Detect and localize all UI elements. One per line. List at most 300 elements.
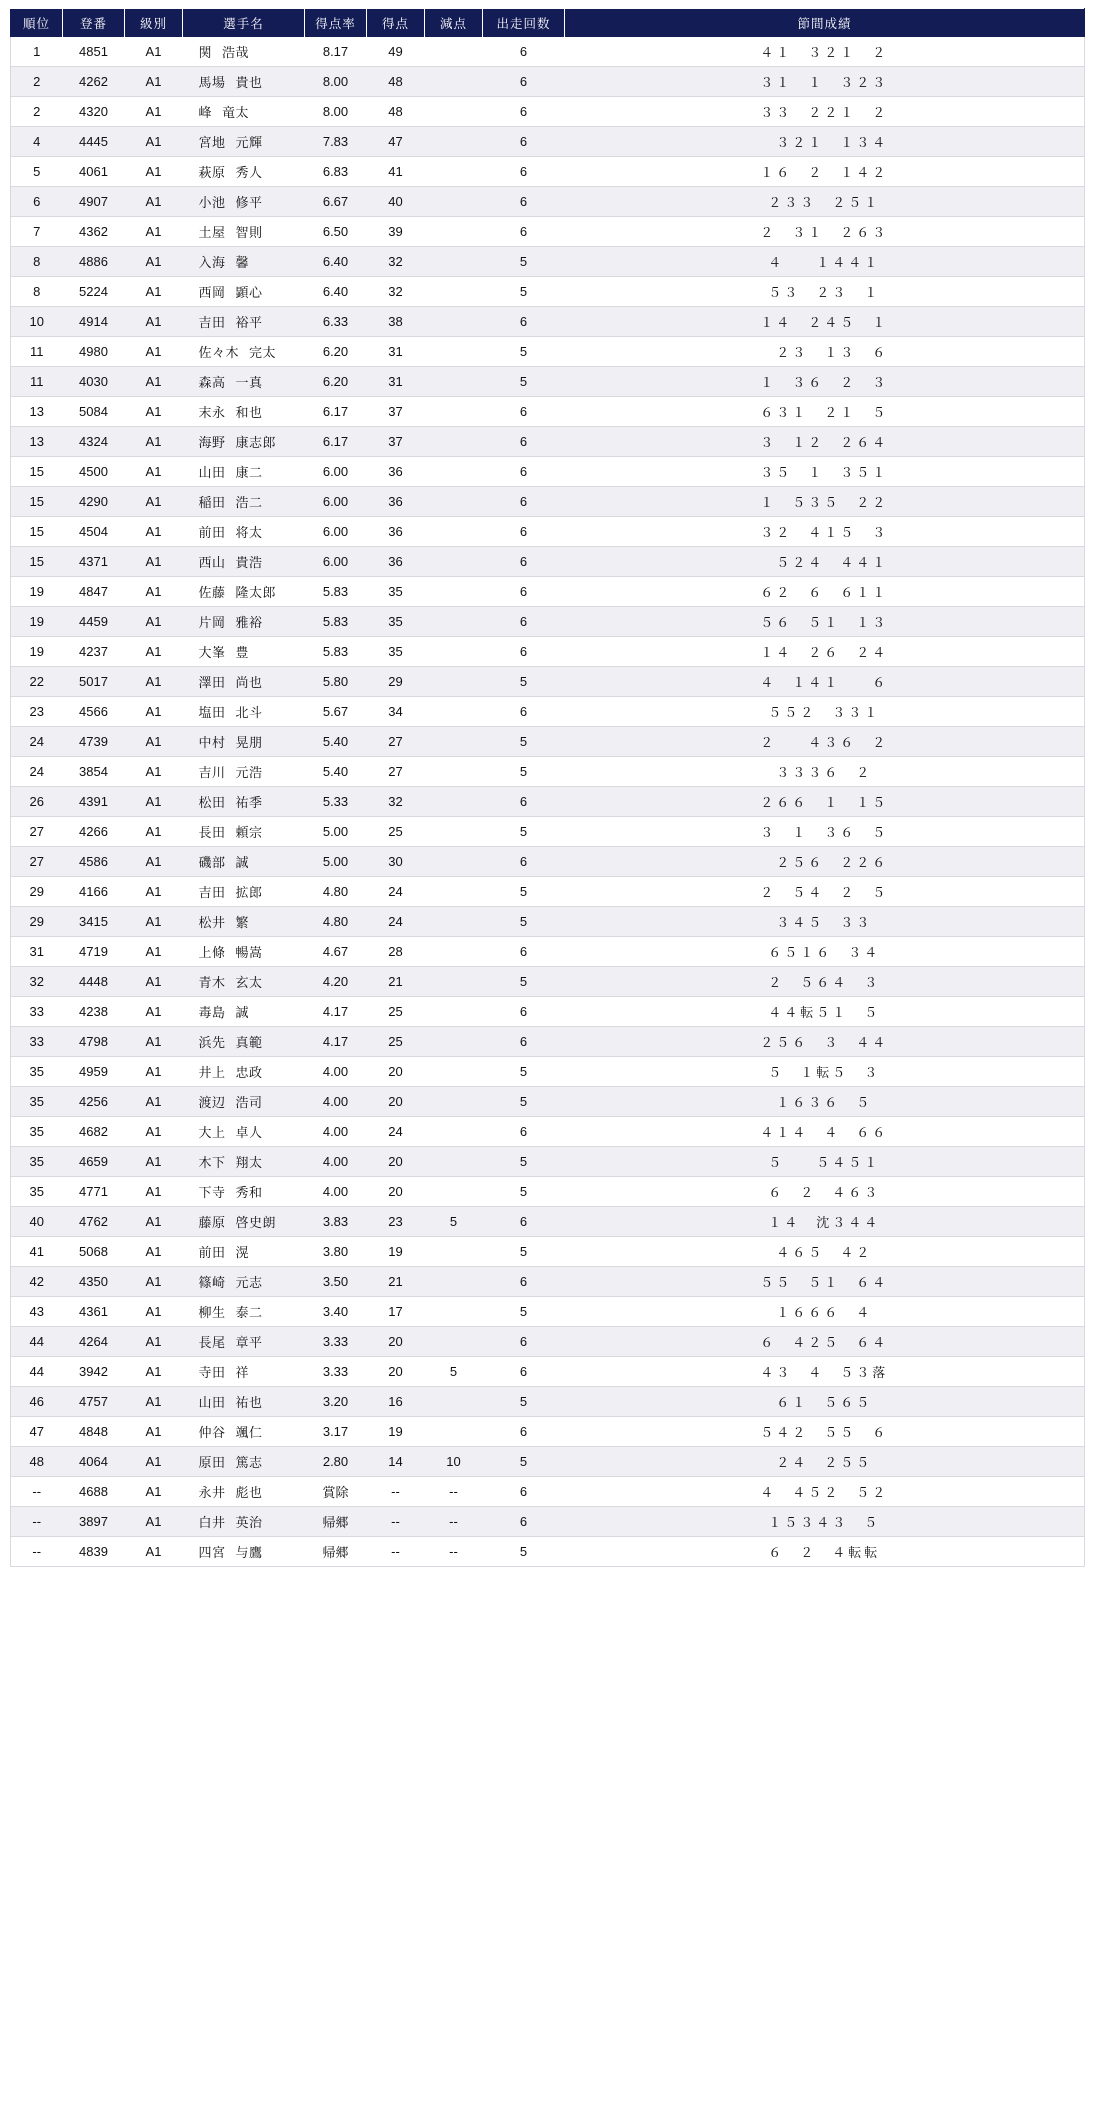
cell-registration: 4256 [63, 1087, 125, 1117]
cell-starts: 5 [483, 247, 565, 277]
cell-point-rate: 4.00 [305, 1057, 367, 1087]
cell-racer-name [183, 727, 305, 757]
racer-name-inner [193, 1272, 295, 1291]
cell-rank: 23 [11, 697, 63, 727]
cell-rank: -- [11, 1477, 63, 1507]
cell-points: 19 [367, 1417, 425, 1447]
table-row [11, 157, 1085, 187]
cell-starts: 6 [483, 1027, 565, 1057]
cell-registration: 4847 [63, 577, 125, 607]
racer-given-name: 祐季 [235, 795, 263, 810]
cell-deduction: 10 [425, 1447, 483, 1477]
racer-surname: 山田 [198, 1395, 226, 1410]
racer-name-inner [193, 552, 295, 571]
cell-registration: 4262 [63, 67, 125, 97]
cell-point-rate: 3.40 [305, 1297, 367, 1327]
cell-registration: 4907 [63, 187, 125, 217]
racer-name-inner [193, 672, 295, 691]
racer-name-inner [193, 792, 295, 811]
cell-session-results: ５５ ５１ ６４ [565, 1267, 1085, 1297]
racer-name-inner [193, 1362, 295, 1381]
cell-point-rate: 4.00 [305, 1117, 367, 1147]
cell-rank: 8 [11, 277, 63, 307]
cell-deduction [425, 667, 483, 697]
cell-session-results: ２３ １３ ６ [565, 337, 1085, 367]
cell-deduction [425, 547, 483, 577]
cell-deduction [425, 877, 483, 907]
cell-deduction [425, 1387, 483, 1417]
cell-deduction [425, 577, 483, 607]
cell-session-results: １４ ２４５ １ [565, 307, 1085, 337]
cell-point-rate: 6.67 [305, 187, 367, 217]
table-row [11, 1147, 1085, 1177]
cell-session-results: ６ ２ ４転転 [565, 1537, 1085, 1567]
cell-registration: 4739 [63, 727, 125, 757]
racer-surname: 萩原 [198, 165, 226, 180]
cell-rank: 2 [11, 67, 63, 97]
cell-rank: 7 [11, 217, 63, 247]
racer-given-name: 雅裕 [235, 615, 263, 630]
cell-points: 29 [367, 667, 425, 697]
cell-points: 35 [367, 637, 425, 667]
cell-racer-name [183, 1087, 305, 1117]
racer-given-name: 英治 [235, 1515, 263, 1530]
racer-surname: 原田 [198, 1455, 226, 1470]
cell-points: 20 [367, 1087, 425, 1117]
table-row [11, 397, 1085, 427]
cell-starts: 6 [483, 1507, 565, 1537]
table-row [11, 1087, 1085, 1117]
cell-point-rate: 7.83 [305, 127, 367, 157]
cell-points: -- [367, 1477, 425, 1507]
cell-class: A1 [125, 1207, 183, 1237]
cell-registration: 4237 [63, 637, 125, 667]
racer-given-name: 竜太 [222, 105, 250, 120]
racer-name-inner [193, 132, 295, 151]
cell-starts: 5 [483, 1057, 565, 1087]
cell-point-rate: 5.00 [305, 817, 367, 847]
racer-surname: 峰 [198, 105, 213, 120]
table-row [11, 877, 1085, 907]
cell-starts: 6 [483, 187, 565, 217]
cell-registration: 4719 [63, 937, 125, 967]
cell-points: 27 [367, 727, 425, 757]
cell-starts: 5 [483, 727, 565, 757]
cell-class: A1 [125, 817, 183, 847]
cell-rank: 35 [11, 1177, 63, 1207]
cell-starts: 6 [483, 97, 565, 127]
cell-registration: 4320 [63, 97, 125, 127]
cell-registration: 4682 [63, 1117, 125, 1147]
cell-point-rate: 5.83 [305, 607, 367, 637]
cell-rank: 5 [11, 157, 63, 187]
cell-session-results: ２ ５４ ２ ５ [565, 877, 1085, 907]
cell-rank: 27 [11, 817, 63, 847]
cell-rank: 4 [11, 127, 63, 157]
cell-session-results: ３２ ４１５ ３ [565, 517, 1085, 547]
cell-racer-name [183, 607, 305, 637]
racer-given-name: 泰二 [235, 1305, 263, 1320]
cell-point-rate: 5.40 [305, 727, 367, 757]
table-row [11, 1477, 1085, 1507]
table-row [11, 307, 1085, 337]
cell-class: A1 [125, 1177, 183, 1207]
cell-point-rate: 4.20 [305, 967, 367, 997]
cell-rank: 2 [11, 97, 63, 127]
column-header-point-rate: 得点率 [305, 9, 367, 38]
table-row [11, 427, 1085, 457]
cell-points: 47 [367, 127, 425, 157]
cell-session-results: ６ ２ ４６３ [565, 1177, 1085, 1207]
cell-points: 41 [367, 157, 425, 187]
cell-point-rate: 3.83 [305, 1207, 367, 1237]
cell-class: A1 [125, 217, 183, 247]
cell-racer-name [183, 907, 305, 937]
cell-deduction [425, 217, 483, 247]
cell-point-rate: 4.17 [305, 997, 367, 1027]
cell-point-rate: 4.00 [305, 1087, 367, 1117]
racer-given-name: 頼宗 [235, 825, 263, 840]
column-header-points: 得点 [367, 9, 425, 38]
cell-points: 48 [367, 97, 425, 127]
racer-given-name: 和也 [235, 405, 263, 420]
cell-points: 20 [367, 1057, 425, 1087]
cell-rank: 32 [11, 967, 63, 997]
racer-given-name: 将太 [235, 525, 263, 540]
cell-starts: 6 [483, 1117, 565, 1147]
cell-racer-name [183, 1237, 305, 1267]
cell-starts: 5 [483, 907, 565, 937]
cell-registration: 4445 [63, 127, 125, 157]
cell-points: 25 [367, 1027, 425, 1057]
cell-rank: 1 [11, 37, 63, 67]
cell-racer-name [183, 1057, 305, 1087]
cell-class: A1 [125, 997, 183, 1027]
table-row [11, 697, 1085, 727]
cell-session-results: １ ３６ ２ ３ [565, 367, 1085, 397]
cell-class: A1 [125, 697, 183, 727]
cell-deduction [425, 847, 483, 877]
racer-name-inner [193, 342, 295, 361]
cell-starts: 6 [483, 607, 565, 637]
racer-given-name: 卓人 [235, 1125, 263, 1140]
cell-class: A1 [125, 1027, 183, 1057]
racer-surname: 木下 [198, 1155, 226, 1170]
cell-registration: 4264 [63, 1327, 125, 1357]
racer-name-inner [193, 492, 295, 511]
racer-given-name: 誠 [235, 1005, 250, 1020]
cell-registration: 3854 [63, 757, 125, 787]
cell-starts: 6 [483, 67, 565, 97]
cell-point-rate: 3.33 [305, 1327, 367, 1357]
cell-session-results: ２３３ ２５１ [565, 187, 1085, 217]
cell-registration: 4459 [63, 607, 125, 637]
cell-rank: 33 [11, 997, 63, 1027]
cell-racer-name [183, 1147, 305, 1177]
cell-deduction [425, 1027, 483, 1057]
cell-starts: 6 [483, 127, 565, 157]
cell-deduction [425, 1327, 483, 1357]
racer-given-name: 元輝 [235, 135, 263, 150]
cell-racer-name [183, 817, 305, 847]
racer-name-inner [193, 1452, 295, 1471]
table-row [11, 1267, 1085, 1297]
cell-registration: 4166 [63, 877, 125, 907]
cell-racer-name [183, 157, 305, 187]
column-header-session-results: 節間成績 [565, 9, 1085, 38]
cell-deduction [425, 517, 483, 547]
cell-session-results: ４６５ ４２ [565, 1237, 1085, 1267]
cell-rank: 29 [11, 877, 63, 907]
table-row [11, 757, 1085, 787]
column-header-starts: 出走回数 [483, 9, 565, 38]
cell-points: 24 [367, 907, 425, 937]
cell-racer-name [183, 877, 305, 907]
cell-starts: 6 [483, 1417, 565, 1447]
cell-class: A1 [125, 157, 183, 187]
cell-session-results: ５ １転５ ３ [565, 1057, 1085, 1087]
cell-racer-name [183, 247, 305, 277]
cell-session-results: ５４２ ５５ ６ [565, 1417, 1085, 1447]
cell-points: 27 [367, 757, 425, 787]
cell-deduction [425, 787, 483, 817]
cell-session-results: １ ５３５ ２２ [565, 487, 1085, 517]
racer-given-name: 北斗 [235, 705, 263, 720]
cell-point-rate: 6.83 [305, 157, 367, 187]
cell-points: 35 [367, 577, 425, 607]
cell-session-results: ３４５ ３３ [565, 907, 1085, 937]
cell-session-results: １５３４３ ５ [565, 1507, 1085, 1537]
table-row [11, 907, 1085, 937]
cell-points: 20 [367, 1357, 425, 1387]
cell-points: 37 [367, 397, 425, 427]
cell-registration: 4914 [63, 307, 125, 337]
racer-given-name: 拡郎 [235, 885, 263, 900]
cell-session-results: ３１ １ ３２３ [565, 67, 1085, 97]
cell-deduction: -- [425, 1507, 483, 1537]
cell-deduction [425, 1087, 483, 1117]
cell-deduction [425, 637, 483, 667]
cell-starts: 5 [483, 877, 565, 907]
cell-registration: 4448 [63, 967, 125, 997]
cell-points: 32 [367, 277, 425, 307]
cell-rank: 44 [11, 1327, 63, 1357]
cell-registration: 4238 [63, 997, 125, 1027]
table-row [11, 937, 1085, 967]
racer-surname: 稲田 [198, 495, 226, 510]
cell-point-rate: 5.80 [305, 667, 367, 697]
cell-registration: 4391 [63, 787, 125, 817]
cell-session-results: ２ ３１ ２６３ [565, 217, 1085, 247]
cell-points: 32 [367, 247, 425, 277]
racer-surname: 澤田 [198, 675, 226, 690]
cell-racer-name [183, 487, 305, 517]
cell-point-rate: 5.83 [305, 577, 367, 607]
cell-racer-name [183, 547, 305, 577]
cell-session-results: ６３１ ２１ ５ [565, 397, 1085, 427]
cell-points: 35 [367, 607, 425, 637]
cell-racer-name [183, 1177, 305, 1207]
cell-deduction [425, 397, 483, 427]
racer-given-name: 豊 [235, 645, 250, 660]
cell-starts: 5 [483, 1537, 565, 1567]
cell-rank: 19 [11, 637, 63, 667]
cell-starts: 5 [483, 1087, 565, 1117]
cell-starts: 5 [483, 277, 565, 307]
cell-starts: 5 [483, 817, 565, 847]
cell-deduction [425, 1117, 483, 1147]
cell-rank: 26 [11, 787, 63, 817]
cell-class: A1 [125, 37, 183, 67]
racer-given-name: 浩哉 [222, 45, 250, 60]
cell-point-rate: 3.80 [305, 1237, 367, 1267]
racer-name-inner [193, 72, 295, 91]
racer-name-inner [193, 1122, 295, 1141]
racer-name-inner [193, 1482, 295, 1501]
cell-rank: 10 [11, 307, 63, 337]
cell-starts: 6 [483, 1477, 565, 1507]
cell-class: A1 [125, 1267, 183, 1297]
cell-class: A1 [125, 427, 183, 457]
racer-surname: 入海 [198, 255, 226, 270]
cell-class: A1 [125, 937, 183, 967]
racer-given-name: 浩二 [235, 495, 263, 510]
cell-deduction: -- [425, 1537, 483, 1567]
racer-surname: 西山 [198, 555, 226, 570]
cell-registration: 4980 [63, 337, 125, 367]
table-row [11, 1417, 1085, 1447]
cell-deduction [425, 37, 483, 67]
racer-given-name: 与鷹 [235, 1545, 263, 1560]
cell-points: 23 [367, 1207, 425, 1237]
cell-session-results: １６６６ ４ [565, 1297, 1085, 1327]
racer-name-inner [193, 1242, 295, 1261]
cell-class: A1 [125, 637, 183, 667]
cell-starts: 6 [483, 1357, 565, 1387]
racer-name-inner [193, 312, 295, 331]
cell-rank: 15 [11, 487, 63, 517]
cell-rank: -- [11, 1507, 63, 1537]
racer-given-name: 秀和 [235, 1185, 263, 1200]
cell-racer-name [183, 637, 305, 667]
racer-name-inner [193, 1092, 295, 1111]
cell-rank: 43 [11, 1297, 63, 1327]
cell-class: A1 [125, 577, 183, 607]
racer-given-name: 康二 [235, 465, 263, 480]
cell-deduction: 5 [425, 1357, 483, 1387]
cell-session-results: ６２ ６ ６１１ [565, 577, 1085, 607]
cell-session-results: ４ １４４１ [565, 247, 1085, 277]
cell-deduction [425, 607, 483, 637]
cell-registration: 4030 [63, 367, 125, 397]
table-row [11, 67, 1085, 97]
cell-deduction [425, 67, 483, 97]
cell-deduction [425, 97, 483, 127]
cell-points: 30 [367, 847, 425, 877]
cell-starts: 6 [483, 1327, 565, 1357]
cell-deduction: 5 [425, 1207, 483, 1237]
cell-deduction [425, 1177, 483, 1207]
cell-registration: 4350 [63, 1267, 125, 1297]
cell-point-rate: 6.50 [305, 217, 367, 247]
cell-session-results: ２４ ２５５ [565, 1447, 1085, 1477]
table-row [11, 607, 1085, 637]
cell-rank: 19 [11, 577, 63, 607]
racer-surname: 下寺 [198, 1185, 226, 1200]
cell-deduction [425, 247, 483, 277]
cell-starts: 6 [483, 937, 565, 967]
cell-deduction [425, 307, 483, 337]
racer-surname: 前田 [198, 1245, 226, 1260]
table-row [11, 1387, 1085, 1417]
cell-class: A1 [125, 517, 183, 547]
cell-point-rate: 5.33 [305, 787, 367, 817]
cell-points: 34 [367, 697, 425, 727]
racer-given-name: 修平 [235, 195, 263, 210]
racer-given-name: 滉 [235, 1245, 250, 1260]
racer-surname: 篠崎 [198, 1275, 226, 1290]
cell-session-results: ６１ ５６５ [565, 1387, 1085, 1417]
cell-class: A1 [125, 1447, 183, 1477]
cell-racer-name [183, 397, 305, 427]
cell-session-results: １４ ２６ ２４ [565, 637, 1085, 667]
racer-surname: 佐々木 [198, 345, 240, 360]
cell-rank: 13 [11, 427, 63, 457]
table-row [11, 97, 1085, 127]
cell-point-rate: 3.20 [305, 1387, 367, 1417]
racer-name-inner [193, 612, 295, 631]
cell-point-rate: 4.00 [305, 1147, 367, 1177]
cell-deduction [425, 1297, 483, 1327]
racer-surname: 吉川 [198, 765, 226, 780]
racer-given-name: 貴浩 [235, 555, 263, 570]
racer-name-inner [193, 762, 295, 781]
cell-racer-name [183, 1537, 305, 1567]
racer-name-inner [193, 912, 295, 931]
cell-registration: 4848 [63, 1417, 125, 1447]
racer-surname: 毒島 [198, 1005, 226, 1020]
cell-class: A1 [125, 247, 183, 277]
cell-rank: 22 [11, 667, 63, 697]
cell-class: A1 [125, 277, 183, 307]
cell-points: 24 [367, 1117, 425, 1147]
table-row [11, 337, 1085, 367]
cell-class: A1 [125, 877, 183, 907]
racer-given-name: 元志 [235, 1275, 263, 1290]
table-row [11, 1117, 1085, 1147]
cell-session-results: ３５ １ ３５１ [565, 457, 1085, 487]
cell-starts: 5 [483, 1177, 565, 1207]
cell-registration: 3415 [63, 907, 125, 937]
table-row [11, 517, 1085, 547]
cell-registration: 4757 [63, 1387, 125, 1417]
cell-class: A1 [125, 907, 183, 937]
cell-class: A1 [125, 67, 183, 97]
cell-class: A1 [125, 127, 183, 157]
cell-deduction [425, 1147, 483, 1177]
cell-registration: 4500 [63, 457, 125, 487]
racer-surname: 馬場 [198, 75, 226, 90]
racer-surname: 松田 [198, 795, 226, 810]
cell-registration: 4851 [63, 37, 125, 67]
cell-racer-name [183, 427, 305, 457]
cell-deduction [425, 967, 483, 997]
cell-points: 16 [367, 1387, 425, 1417]
racer-surname: 佐藤 [198, 585, 226, 600]
cell-points: 36 [367, 547, 425, 577]
racer-given-name: 尚也 [235, 675, 263, 690]
cell-point-rate: 6.00 [305, 547, 367, 577]
